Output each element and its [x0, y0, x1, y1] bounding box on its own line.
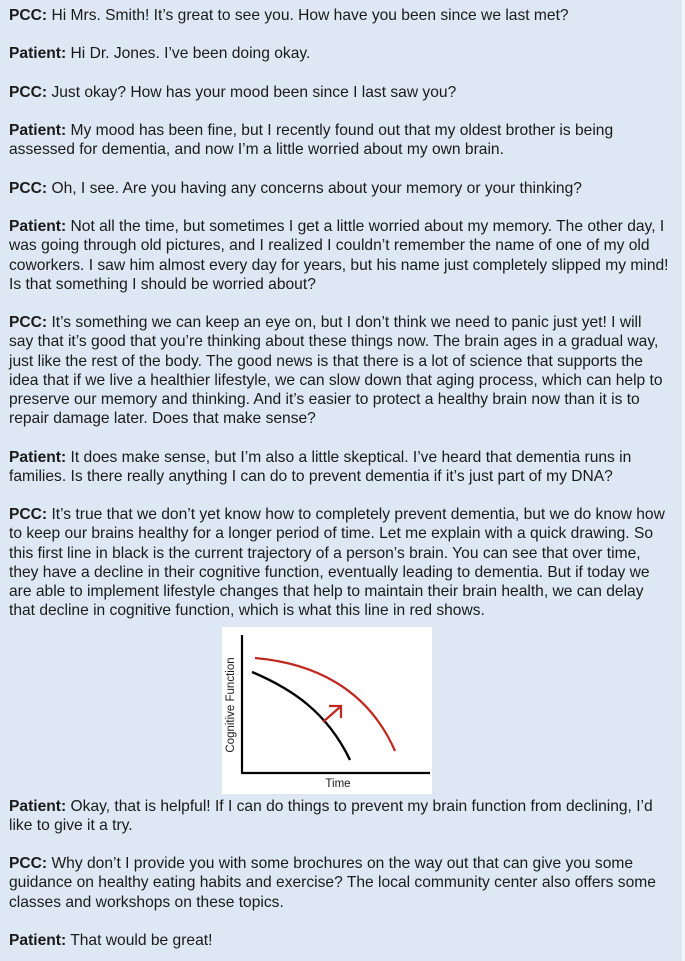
dialogue-turn — [9, 505, 670, 620]
cognitive-decline-figure — [222, 627, 432, 794]
dialogue-turn — [9, 179, 670, 198]
utterance-text: Okay, that is helpful! If I can do things to prevent my brain function from declining, I’d like to give it a try. — [9, 797, 653, 834]
utterance-text: Just okay? How has your mood been since I last saw you? — [47, 83, 457, 101]
utterance-text: Not all the time, but sometimes I get a little worried about my memory. The other day, I was going through old pictures, and I realized I couldn’t remember the name of one of my old coworkers. I saw him almost every day for years, but his name just completely slipped my mind! Is that something I should be worried about? — [9, 218, 669, 293]
speaker-label: Patient: — [9, 931, 67, 949]
dialogue-turn — [9, 217, 670, 294]
dialogue-turn — [9, 121, 670, 159]
dialogue-turn — [9, 797, 670, 835]
speaker-label: Patient: — [9, 45, 67, 63]
utterance-text: That would be great! — [66, 931, 213, 949]
dialogue-turn — [9, 854, 670, 912]
speaker-label: Patient: — [9, 218, 67, 236]
dialogue-turn — [9, 313, 670, 428]
current-trajectory-line — [252, 672, 350, 760]
dialogue-turn — [9, 448, 670, 486]
speaker-label: Patient: — [9, 797, 67, 815]
utterance-text: It’s true that we don’t yet know how to completely prevent dementia, but we do know how to keep our brains healthy for a longer period of time. Let me explain with a quick drawing. So this first line in black is the current trajectory of a person’s brain. You can see that over time, they have a decline in their cognitive function, eventually leading to dementia. But if today we are able to implement lifestyle changes that help to maintain their brain health, we can delay that decline in cognitive function, which is what this line in red shows. — [9, 506, 665, 620]
delayed-trajectory-line — [255, 658, 395, 751]
utterance-text: My mood has been fine, but I recently found out that my oldest brother is being assessed for dementia, and now I’m a little worried about my own brain. — [9, 122, 614, 159]
speaker-label: PCC: — [9, 314, 48, 332]
speaker-label: Patient: — [9, 122, 67, 140]
y-axis-label: Cognitive Function — [225, 656, 237, 753]
utterance-text: Oh, I see. Are you having any concerns about your memory or your thinking? — [47, 179, 582, 197]
speaker-label: PCC: — [9, 855, 48, 873]
cognitive-decline-diagram — [222, 627, 432, 794]
utterance-text: Why don’t I provide you with some brochures on the way out that can give you some guidance on healthy eating habits and exercise? The local community center also offers some classes and workshops on these topics. — [9, 855, 656, 911]
dialogue-turn — [9, 6, 670, 25]
arrow-up-right-icon — [323, 706, 341, 722]
dialogue-turn — [9, 931, 670, 950]
x-axis-label: Time — [325, 777, 351, 790]
speaker-label: PCC: — [9, 7, 48, 24]
utterance-text: Hi Dr. Jones. I’ve been doing okay. — [66, 45, 311, 63]
dialogue-turn — [9, 83, 670, 102]
speaker-label: Patient: — [9, 448, 67, 466]
utterance-text: It’s something we can keep an eye on, but I don’t think we need to panic just yet! I will say that it’s good that you’re thinking about these things now. The brain ages in a gradual way, just like the rest of the body. The good news is that there is a lot of science that supports the idea that if we live a healthier lifestyle, we can slow down that aging process, which can help to preserve our memory and thinking. And it’s easier to protect a healthy brain now than it is to repair damage later. Does that make sense? — [9, 314, 663, 428]
utterance-text: Hi Mrs. Smith! It’s great to see you. How have you been since we last met? — [47, 7, 569, 24]
speaker-label: PCC: — [9, 506, 48, 524]
utterance-text: It does make sense, but I’m also a little skeptical. I’ve heard that dementia runs in families. Is there really anything I can do to prevent dementia if it’s just part of my DNA? — [9, 448, 632, 485]
dialogue-turn — [9, 44, 670, 63]
speaker-label: PCC: — [9, 179, 48, 197]
speaker-label: PCC: — [9, 83, 48, 101]
